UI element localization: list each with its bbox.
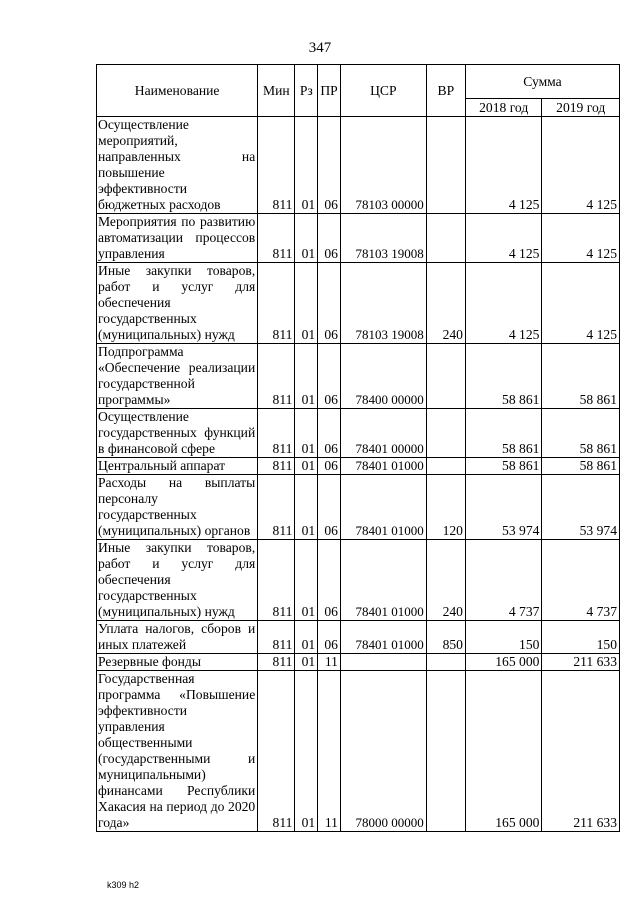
row-sum-2019: 58 861 bbox=[542, 409, 620, 458]
row-rz: 01 bbox=[295, 621, 318, 654]
row-sum-2019: 53 974 bbox=[542, 475, 620, 540]
table-row bbox=[97, 475, 620, 540]
row-sum-2019: 4 125 bbox=[542, 263, 620, 344]
row-name: Подпрограмма «Обеспечение реализации государственной программы» bbox=[97, 344, 258, 409]
row-sum-2018: 4 737 bbox=[465, 540, 541, 621]
row-name: Иные закупки товаров, работ и услуг для обеспечения государственных (муниципальных) нужд bbox=[97, 540, 258, 621]
row-vr bbox=[426, 654, 465, 671]
row-rz: 01 bbox=[295, 671, 318, 832]
row-sum-2018: 58 861 bbox=[465, 409, 541, 458]
header-vr: ВР bbox=[426, 65, 465, 117]
row-csr: 78401 00000 bbox=[340, 409, 426, 458]
row-pr: 06 bbox=[318, 409, 341, 458]
row-min: 811 bbox=[258, 344, 295, 409]
row-sum-2019: 58 861 bbox=[542, 458, 620, 475]
row-min: 811 bbox=[258, 540, 295, 621]
row-name: Иные закупки товаров, работ и услуг для обеспечения государственных (муниципальных) нужд bbox=[97, 263, 258, 344]
row-vr bbox=[426, 671, 465, 832]
row-rz: 01 bbox=[295, 344, 318, 409]
table-row bbox=[97, 409, 620, 458]
row-rz: 01 bbox=[295, 654, 318, 671]
row-rz: 01 bbox=[295, 409, 318, 458]
row-min: 811 bbox=[258, 671, 295, 832]
row-vr bbox=[426, 458, 465, 475]
budget-table bbox=[96, 64, 620, 832]
header-year-2018: 2018 год bbox=[465, 99, 541, 117]
row-pr: 06 bbox=[318, 475, 341, 540]
row-vr bbox=[426, 214, 465, 263]
table-row bbox=[97, 540, 620, 621]
table-row bbox=[97, 263, 620, 344]
table-row bbox=[97, 621, 620, 654]
header-year-2019: 2019 год bbox=[542, 99, 620, 117]
table-row bbox=[97, 344, 620, 409]
row-name: Мероприятия по развитию автоматизации процессов управления bbox=[97, 214, 258, 263]
row-pr: 06 bbox=[318, 263, 341, 344]
row-name: Расходы на выплаты персоналу государственных (муниципальных) органов bbox=[97, 475, 258, 540]
row-name: Осуществление государственных функций в финансовой сфере bbox=[97, 409, 258, 458]
header-min: Мин bbox=[258, 65, 295, 117]
row-vr: 240 bbox=[426, 263, 465, 344]
page-number: 347 bbox=[308, 40, 332, 56]
row-csr: 78103 00000 bbox=[340, 117, 426, 214]
row-vr bbox=[426, 117, 465, 214]
row-sum-2018: 4 125 bbox=[465, 263, 541, 344]
table-row bbox=[97, 654, 620, 671]
row-pr: 06 bbox=[318, 540, 341, 621]
row-min: 811 bbox=[258, 117, 295, 214]
row-sum-2019: 4 125 bbox=[542, 117, 620, 214]
row-sum-2019: 150 bbox=[542, 621, 620, 654]
row-rz: 01 bbox=[295, 214, 318, 263]
row-sum-2019: 58 861 bbox=[542, 344, 620, 409]
footer-code: k309 h2 bbox=[107, 880, 140, 890]
row-sum-2018: 150 bbox=[465, 621, 541, 654]
header-name: Наименование bbox=[97, 65, 258, 117]
table-row bbox=[97, 214, 620, 263]
row-pr: 06 bbox=[318, 117, 341, 214]
row-csr: 78103 19008 bbox=[340, 214, 426, 263]
row-csr: 78401 01000 bbox=[340, 458, 426, 475]
row-min: 811 bbox=[258, 263, 295, 344]
row-min: 811 bbox=[258, 214, 295, 263]
row-sum-2018: 4 125 bbox=[465, 214, 541, 263]
row-sum-2018: 58 861 bbox=[465, 344, 541, 409]
row-rz: 01 bbox=[295, 458, 318, 475]
row-min: 811 bbox=[258, 621, 295, 654]
row-sum-2019: 4 125 bbox=[542, 214, 620, 263]
table-row bbox=[97, 117, 620, 214]
row-csr: 78103 19008 bbox=[340, 263, 426, 344]
row-vr bbox=[426, 344, 465, 409]
row-csr: 78401 01000 bbox=[340, 621, 426, 654]
table-row bbox=[97, 671, 620, 832]
row-csr: 78401 01000 bbox=[340, 475, 426, 540]
row-sum-2018: 4 125 bbox=[465, 117, 541, 214]
row-name: Уплата налогов, сборов и иных платежей bbox=[97, 621, 258, 654]
row-pr: 11 bbox=[318, 671, 341, 832]
row-csr: 78400 00000 bbox=[340, 344, 426, 409]
row-csr: 78401 01000 bbox=[340, 540, 426, 621]
row-vr: 120 bbox=[426, 475, 465, 540]
header-rz: Рз bbox=[295, 65, 318, 117]
row-sum-2018: 165 000 bbox=[465, 654, 541, 671]
row-vr: 850 bbox=[426, 621, 465, 654]
row-sum-2019: 4 737 bbox=[542, 540, 620, 621]
row-name: Резервные фонды bbox=[97, 654, 258, 671]
header-pr: ПР bbox=[318, 65, 341, 117]
row-vr: 240 bbox=[426, 540, 465, 621]
row-pr: 06 bbox=[318, 344, 341, 409]
row-sum-2018: 58 861 bbox=[465, 458, 541, 475]
row-rz: 01 bbox=[295, 263, 318, 344]
row-rz: 01 bbox=[295, 540, 318, 621]
row-csr: 78000 00000 bbox=[340, 671, 426, 832]
row-pr: 06 bbox=[318, 214, 341, 263]
row-rz: 01 bbox=[295, 475, 318, 540]
row-vr bbox=[426, 409, 465, 458]
row-name: Осуществление мероприятий, направленных на повышение эффективности бюджетных расходов bbox=[97, 117, 258, 214]
row-min: 811 bbox=[258, 458, 295, 475]
header-sum: Сумма bbox=[465, 65, 619, 99]
row-sum-2018: 53 974 bbox=[465, 475, 541, 540]
table-row bbox=[97, 458, 620, 475]
row-name: Центральный аппарат bbox=[97, 458, 258, 475]
row-min: 811 bbox=[258, 654, 295, 671]
header-csr: ЦСР bbox=[340, 65, 426, 117]
row-csr bbox=[340, 654, 426, 671]
row-pr: 06 bbox=[318, 458, 341, 475]
row-sum-2018: 165 000 bbox=[465, 671, 541, 832]
row-min: 811 bbox=[258, 475, 295, 540]
row-min: 811 bbox=[258, 409, 295, 458]
row-pr: 11 bbox=[318, 654, 341, 671]
row-name: Государственная программа «Повышение эффективности управления общественными (государственными и муниципальными) финансами Республики Хакасия на период до 2020 года» bbox=[97, 671, 258, 832]
row-pr: 06 bbox=[318, 621, 341, 654]
row-rz: 01 bbox=[295, 117, 318, 214]
row-sum-2019: 211 633 bbox=[542, 654, 620, 671]
row-sum-2019: 211 633 bbox=[542, 671, 620, 832]
